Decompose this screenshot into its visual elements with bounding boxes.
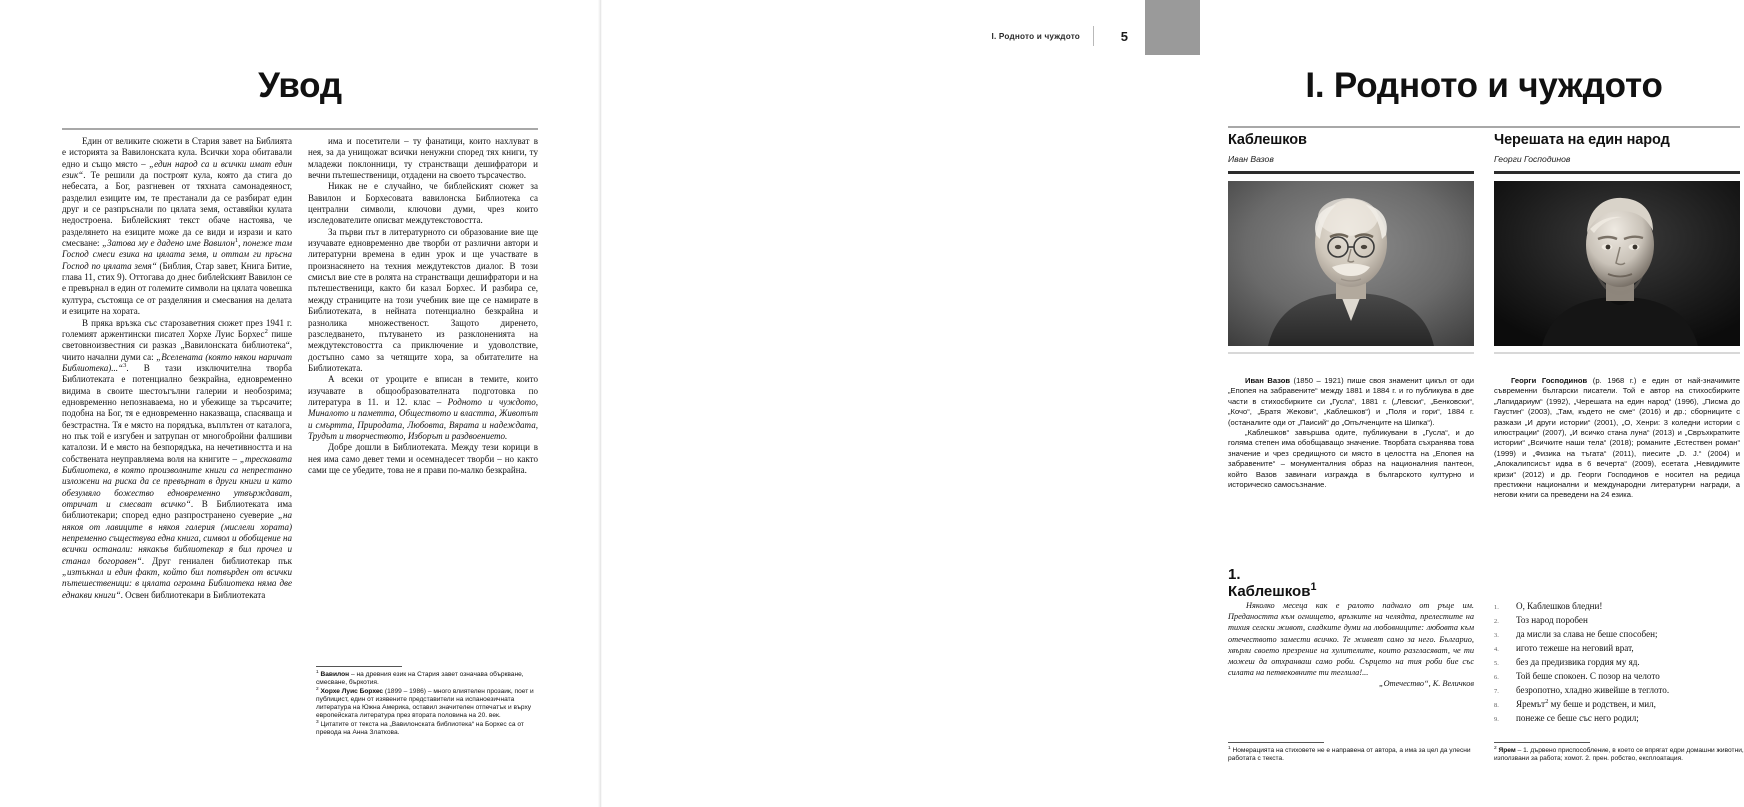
epigraph-text: Няколко месеца как е ралото паднало от ръце им. Предаността към огнището, връзките на челядта, прелестите на тихия селски живот, сладките думи на любовниците: любовта към отечеството замести всичко. Те живеят само за него. Българио, хвърли своето презрение на хулителите, които разгласяват, че ти можеш да отхранваш само роби. Сърцето на тия роби бие със силата на петвековните ти теглила!... xyxy=(1228,601,1474,678)
poem-line xyxy=(1494,642,1740,656)
works-header-row xyxy=(1228,132,1740,354)
left-page-body xyxy=(62,136,538,601)
work-divider xyxy=(1228,171,1474,174)
portrait-photo-vazov xyxy=(1228,181,1474,346)
poem-column xyxy=(1494,600,1740,726)
bio-paragraph xyxy=(1494,376,1740,501)
footnote: $^1$ Вавилон – на древния език на Стария завет означава объркване, смесване, бъркотия. xyxy=(316,669,524,687)
poem-line xyxy=(1494,712,1740,726)
bio-text: (р. 1968 г.) е един от най-значимите съвременни български писатели. Той е автор на стихосбирките „Лапидариум“ (1992), „Черешата на един народ“ (1996), „Писма до Гаустин“ (2003), „Там, където не сме“ (2016) и др.; сборниците с разкази „И други истории“ (2001), „О, Хенри: 3 коледни истории с илюстрации“ (2007), „И всичко стана луна“ (2013) и „Свръхкратките истории“ „Всичките наши тела“ (2018); романите „Естествен роман“ (1999) и „Физика на тъгата“ (2011), пиесите „D. J.“ (2004) и „Апокалипсисът идва в 6 вечерта“ (2009), есетата „Невидимите кризи“ (2012) и др. Георги Господинов е носител на редица престижни национални и международни литературни награди, а негови книги са преведени на 24 езика. xyxy=(1494,376,1740,500)
footnote-lead: Ярем xyxy=(1498,747,1516,754)
footnote-text: Номерацията на стиховете не е направена от автора, а има за цел да улесни работата с текста. xyxy=(1228,747,1471,763)
line-number: 9. xyxy=(1494,716,1499,723)
line-number: 2. xyxy=(1494,618,1499,625)
chapter-title: I. Родното и чуждото xyxy=(1305,66,1663,105)
footnote-text: – на древния език на Стария завет означава объркване, смесване, бъркотия. xyxy=(316,671,524,687)
footnote: $^3$ Цитатите от текста на „Вавилонската библиотека“ на Борхес са от превода на Анна Златкова. xyxy=(316,719,524,737)
line-number: 8. xyxy=(1494,702,1499,709)
left-page-title-block xyxy=(62,66,538,130)
paragraph: Един от великите сюжети в Стария завет на Библията е историята за Вавилонската кула. Всички хора обитавали едно и също място – „един народ са и всички имат един език“. Те решили да построят кула, която да стига до небесата, а Бог, разгневен от тяхната самонадеяност, разделил езиците им, те престанали да се разбират един друг и се разпръснали по цялата земя, оставяйки кулата недостроена. Библейският текст обаче настоява, че разделянето на езиците може да се види и изрази и като смесване: „Затова му е дадено име Вавилон$^1$, понеже там Господ смеси езика на цялата земя, и оттам ги пръсна Господ по цялата земя“ (Библия, Стар завет, Книга Битие, глава 11, стих 9). Оттогава до днес библейският Вавилон се е превърнал в един от големите символи на цялата човешка култура, състояща се от разделяния и смесвания на делата и езиците на хората. xyxy=(62,136,292,317)
photo-divider xyxy=(1494,352,1740,354)
bio-lead: Георги Господинов xyxy=(1511,376,1588,385)
right-page-footnotes-right xyxy=(1494,742,1744,764)
line-number: 6. xyxy=(1494,674,1499,681)
line-number: 7. xyxy=(1494,688,1499,695)
bio-lead: Иван Вазов xyxy=(1245,376,1291,385)
line-text: без да предизвика гордия му яд. xyxy=(1516,657,1640,667)
line-text: Той беше спокоен. С позор на челото xyxy=(1516,671,1660,681)
bio-text: (1850 – 1921) пише своя знаменит цикъл от оди „Епопея на забравените“ между 1881 и 1884 г. и го публикува в две части в стихосбирките си „Гусла“, 1881 г. („Левски“, „Бенковски“, „Кочо“, „Братя Жекови“, „Каблешков“) и „Поля и гори“, 1884 г. (останалите оди от „Паисий“ до „Опълченците на Шипка“). xyxy=(1228,376,1475,427)
page-title: Увод xyxy=(258,66,342,105)
footnote-divider xyxy=(316,666,402,667)
author-bios-row xyxy=(1228,376,1740,501)
page-number: 5 xyxy=(1120,28,1128,44)
footnote-lead: Хорхе Луис Борхес xyxy=(320,687,384,695)
footnote-text: Цитатите от текста на „Вавилонската библиотека“ на Борхес са от превода на Анна Златкова. xyxy=(316,720,524,737)
paragraph: А всеки от уроците е вписан в темите, които изучавате в общообразователната подготовка по литература в 11. и 12. клас – Родното и чуждото, Миналото и паметта, Обществото и властта, Животът и смъртта, Природата, Любовта, Вярата и надеждата, Трудът и творчеството, Изборът и раздвоението. xyxy=(308,374,538,441)
line-text: Яремът$^2$ му беше и родствен, и мил, xyxy=(1516,697,1656,709)
portrait-photo-gospodinov xyxy=(1494,181,1740,346)
footnote-divider xyxy=(1494,742,1590,743)
poem-line xyxy=(1494,684,1740,698)
left-page-footnotes xyxy=(316,666,538,737)
left-column-2 xyxy=(308,136,538,601)
paragraph: В пряка връзка със старозаветния сюжет през 1941 г. големият аржентински писател Хорхе Луис Борхес$^2$ пише световноизвестния си разказ „Вавилонската библиотека“, чиито начални думи са: „Вселената (която някои наричат Библиотека)...“$^3$. В тази изключителна творба Библиотеката е потенциално безкрайна, едновременно видима в своите шестоъгълни галерии и необозрима; едновременно непознаваема, но и убежище за търсачите; подобна на Бог, тя е едновременно наказваща, спасяваща и безстрастна. Тя е място на порядъка, въплътен от каталога, но пък той е изгубен и затрупан от многобройни фалшиви каталози. И е място на безпорядъка, на нечетивността и на собствената неуправляема воля на книгите – „трескавата Библиотека, в която произволните книги са непрестанно изложени на риска да се превърнат в други книги и като обезумяло божество едновременно утвърждават, отричат и смесват всичко“. В Библиотеката има библиотекари; според едно разпространено суеверие „на някоя от лавиците в някоя галерия (мислели хората) непременно съществува една книга, символ и обобщение на всички останали: някакъв библиотекар я бил прочел и станал богоравен“. Друг гениален библиотекар пък „изтъкнал и един факт, който бил потвърден от всички пътешественици: в цялата огромна Библиотека няма две еднакви книги“. Освен библиотекари в Библиотеката xyxy=(62,317,293,600)
line-text: понеже се беше със него родил; xyxy=(1516,713,1639,723)
work-card xyxy=(1228,132,1474,354)
work-author: Георги Господинов xyxy=(1494,154,1571,164)
left-column-1 xyxy=(62,136,292,601)
page-gutter xyxy=(598,0,602,807)
section-heading-footnote-marker: 1 xyxy=(1310,581,1317,593)
line-text: Тоз народ поробен xyxy=(1516,615,1588,625)
footnote: $^2$ Хорхе Луис Борхес (1899 – 1986) – много влиятелен прозаик, поет и публицист, един от изявените представители на испаноезичната литература на Южна Америка, оставил значителен отпечатък и върху европейската литература през втората половина на 20. век. xyxy=(316,686,534,720)
poem-lines xyxy=(1494,600,1740,726)
paragraph: Добре дошли в Библиотеката. Между тези корици в нея има само девет теми и осемнадесет творби – но както сами ще се убедите, това не я прави по-малко безкрайна. xyxy=(308,442,538,475)
line-number: 4. xyxy=(1494,646,1499,653)
work-card xyxy=(1494,132,1740,354)
poem-line xyxy=(1494,656,1740,670)
bio-paragraph xyxy=(1228,376,1474,428)
author-bio xyxy=(1494,376,1740,501)
title-divider xyxy=(62,128,538,130)
line-text: да мисли за слава не беше способен; xyxy=(1516,629,1658,639)
bio-paragraph: „Каблешков“ завършва одите, публикувани в „Гусла“, и до голяма степен има обобщаващо значение. Творбата съхранява това значение и чрез средищното си място в целостта на „Епопея на забравените“ – монументалния образ на националния пантеон, който Вазов завинаги изгражда в българското културно и историческо самосъзнание. xyxy=(1228,428,1474,490)
running-head-text: I. Родното и чуждото xyxy=(991,31,1080,41)
right-page-footnotes-left xyxy=(1228,742,1474,764)
epigraph-column xyxy=(1228,600,1474,726)
epigraph-source: „Отечество“, К. Величков xyxy=(1378,679,1474,689)
line-text: игото тежеше на неговий врат, xyxy=(1516,643,1634,653)
paragraph: Никак не е случайно, че библейският сюжет за Вавилон и Борхесовата вавилонска Библиотека са централни символи, ключови думи, чрез които изследователите описват междутекстовостта. xyxy=(308,181,538,226)
work-divider xyxy=(1494,171,1740,174)
work-title: Черешата на един народ xyxy=(1494,132,1670,148)
section-heading-text: 1. Каблешков xyxy=(1228,566,1311,600)
photo-divider xyxy=(1228,352,1474,354)
paragraph: За първи път в литературното си образование вие ще изучавате едновременно две творби от различни автори и литературни времена в един урок и ще участвате в произнасянето на техния междутекстов диалог. В този смисъл вие сте в ролята на странстващи дешифратори и на пътешественици, както би казал Борхес. И разбира се, между страниците на този учебник вие ще се намирате в Библиотеката, в нейната потенциално безкрайна и разнолика множественост. Защото диренето, разследването, пътуването из разклоненията на междутекстовостта са приключение и удоволствие, достъпно само за четящите хора, за обитателите на Библиотеката. xyxy=(308,226,538,373)
poem-line xyxy=(1494,698,1740,712)
line-text: О, Каблешков бледни! xyxy=(1516,601,1603,611)
line-number: 1. xyxy=(1494,604,1499,611)
running-head xyxy=(991,26,1128,46)
work-author: Иван Вазов xyxy=(1228,154,1274,164)
poem-line xyxy=(1494,670,1740,684)
poem-line xyxy=(1494,628,1740,642)
lesson-body-row xyxy=(1228,600,1740,726)
corner-tab xyxy=(1145,0,1200,55)
right-page xyxy=(600,0,1744,807)
footnote-lead: Вавилон xyxy=(320,671,350,678)
line-number: 5. xyxy=(1494,660,1499,667)
footnote-text: (1899 – 1986) – много влиятелен прозаик, поет и публицист, един от изявените представители на испаноезичната литература на Южна Америка, оставил значителен отпечатък и върху европейската литература през втората половина на 20. век. xyxy=(316,687,534,720)
left-page xyxy=(0,0,600,807)
footnote: $^1$ Номерацията на стиховете не е направена от автора, а има за цел да улесни работата с текста. xyxy=(1228,745,1471,763)
line-text: безропотно, хладно живейше в теглото. xyxy=(1516,685,1670,695)
poem-line xyxy=(1494,600,1740,614)
footnote: $^2$ Ярем – 1. дървено приспособление, в което се впрягат едри домашни животни, използвани за работа; хомот. 2. прен. робство, експлоатация. xyxy=(1494,745,1744,763)
line-number: 3. xyxy=(1494,632,1499,639)
work-title: Каблешков xyxy=(1228,132,1307,148)
paragraph: има и посетители – ту фанатици, които нахлуват в нея, за да унищожат всички ненужни според тях книги, ту младежи поклонници, ту странстващи дешифратори и вечни пътешественици, отдадени на своето търсачество. xyxy=(308,136,538,181)
section-heading xyxy=(1228,566,1316,600)
poem-line xyxy=(1494,614,1740,628)
right-page-title-block xyxy=(1228,66,1740,128)
author-bio xyxy=(1228,376,1474,501)
title-divider xyxy=(1228,126,1740,128)
footnote-text: – 1. дървено приспособление, в което се впрягат едри домашни животни, използвани за работа; хомот. 2. прен. робство, експлоатация. xyxy=(1494,747,1744,763)
footnote-divider xyxy=(1228,742,1324,743)
